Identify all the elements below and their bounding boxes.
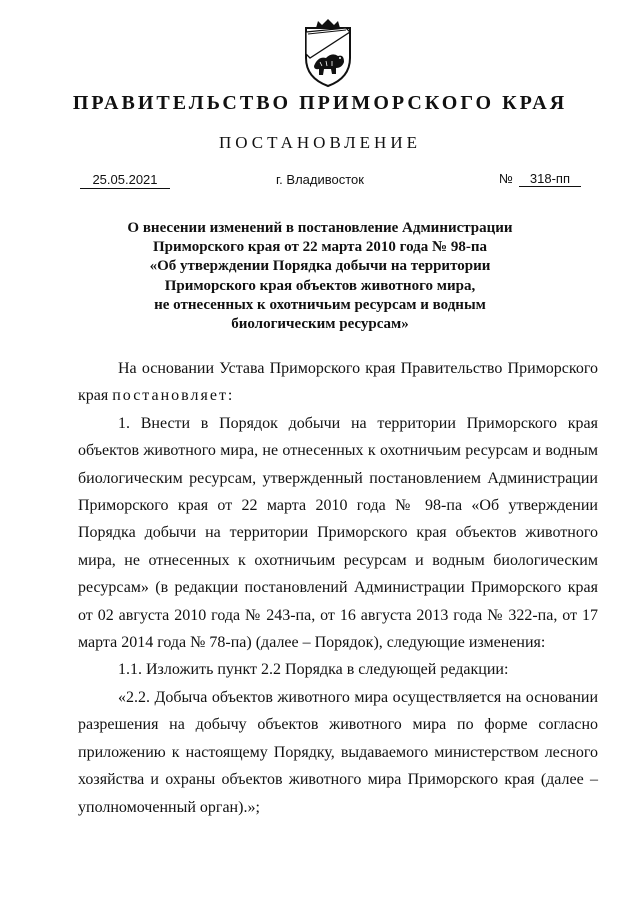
body-paragraph: «2.2. Добыча объектов животного мира осуществляется на основании разрешения на добычу объектов животного мира по форме согласно приложению к настоящему Порядку, выдаваемого министерством лесного хозяйства и охраны объектов животного мира Приморского края (далее – уполномоченный орган).»; — [78, 688, 598, 816]
subject-line: Приморского края от 22 марта 2010 года № 98-па — [153, 239, 487, 256]
body-paragraph — [78, 355, 598, 410]
body-paragraph: 1. Внести в Порядок добычи на территории Приморского края объектов животного мира, не отнесенных к охотничьим ресурсам и водным биологическим ресурсам, утвержденный постановлением Администрации Приморского края от 22 марта 2010 года № 98-па «Об утверждении Порядка добычи на территории Приморского края объектов животного мира, не отнесенных к охотничьим ресурсам и водным биологическим ресурсам» (в редакции постановлений Администрации Приморского края от 02 августа 2010 года № 243-па, от 16 августа 2013 года № 322-па, от 17 марта 2014 года № 78-па) (далее – Порядок), следующие изменения: — [78, 414, 598, 652]
document-number — [499, 171, 581, 187]
subject-line: Приморского края объектов животного мира, — [164, 277, 476, 294]
document-city: г. Владивосток — [276, 172, 364, 187]
coat-of-arms-icon — [296, 18, 360, 90]
government-title: ПРАВИТЕЛЬСТВО ПРИМОРСКОГО КРАЯ — [72, 92, 568, 114]
body-paragraph: 1.1. Изложить пункт 2.2 Порядка в следующей редакции: — [118, 661, 509, 679]
document-type: ПОСТАНОВЛЕНИЕ — [218, 133, 421, 152]
document-subject — [100, 219, 540, 334]
subject-line: «Об утверждении Порядка добычи на территории — [149, 258, 491, 275]
paragraph-text: На основании Устава Приморского края Правительство Приморского края — [78, 360, 598, 405]
paragraph-spaced-word: постановляет: — [112, 387, 235, 405]
document-date: 25.05.2021 — [80, 172, 170, 189]
document-body — [78, 355, 598, 821]
subject-line: О внесении изменений в постановление Администрации — [127, 220, 513, 236]
number-sign: № — [499, 171, 513, 186]
number-value: 318-пп — [519, 171, 581, 187]
subject-line: биологическим ресурсам» — [231, 316, 409, 333]
subject-line: не отнесенных к охотничьим ресурсам и водным — [154, 296, 486, 313]
